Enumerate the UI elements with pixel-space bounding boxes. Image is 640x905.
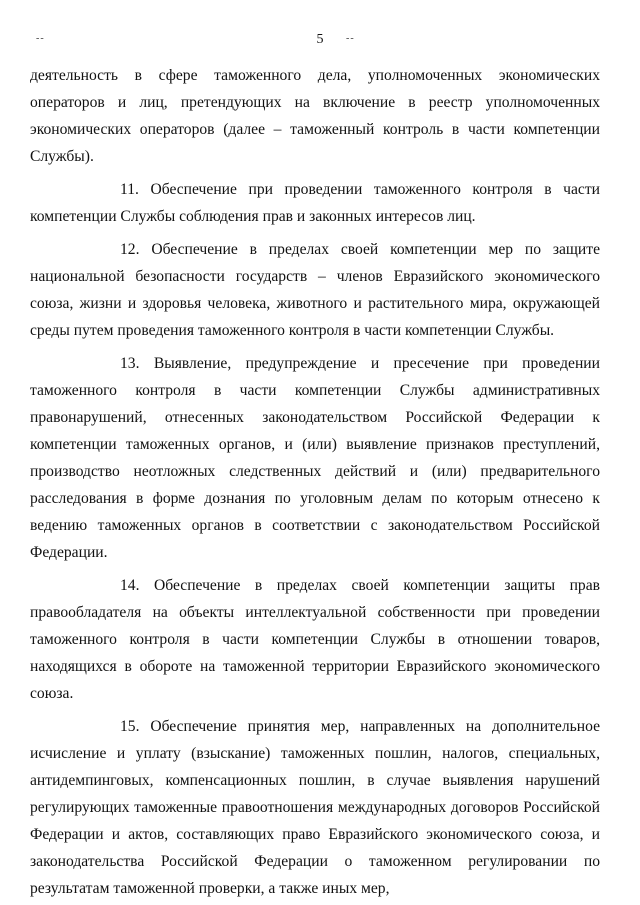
continuation-paragraph: деятельность в сфере таможенного дела, уполномоченных экономических операторов и лиц, претендующих на включение в реестр уполномоченных экономических операторов (далее – таможенный контроль в части компетенции Службы). bbox=[30, 67, 600, 165]
scan-mark-right: -- bbox=[346, 33, 355, 44]
page-number: 5 bbox=[316, 32, 324, 47]
paragraph-12: 12. Обеспечение в пределах своей компетенции мер по защите национальной безопасности государств – членов Евразийского экономического союза, жизни и здоровья человека, животного и растительного мира, окружающей среды путем проведения таможенного контроля в части компетенции Службы. bbox=[30, 241, 600, 339]
paragraph-14: 14. Обеспечение в пределах своей компетенции защиты прав правообладателя на объекты интеллектуальной собственности при проведении таможенного контроля в части компетенции Службы в отношении товаров, находящихся в обороте на таможенной территории Евразийского экономического союза. bbox=[30, 577, 600, 702]
paragraph-15: 15. Обеспечение принятия мер, направленных на дополнительное исчисление и уплату (взыскание) таможенных пошлин, налогов, специальных, антидемпинговых, компенсационных пошлин, в случае выявления нарушений регулирующих таможенные правоотношения международных договоров Российской Федерации и актов, составляющих право Евразийского экономического союза, и законодательства Российской Федерации о таможенном регулировании по результатам таможенной проверки, а также иных мер, bbox=[30, 718, 600, 897]
paragraph-11: 11. Обеспечение при проведении таможенного контроля в части компетенции Службы соблюдения прав и законных интересов лиц. bbox=[30, 181, 600, 225]
scan-mark-left: -- bbox=[36, 33, 45, 44]
paragraph-13: 13. Выявление, предупреждение и пресечение при проведении таможенного контроля в части компетенции Службы административных правонарушений, отнесенных законодательством Российской Федерации к компетенции таможенных органов, и (или) выявление признаков преступлений, производство неотложных следственных действий и (или) предварительного расследования в форме дознания по уголовным делам по которым отнесено к ведению таможенных органов в соответствии с законодательством Российской Федерации. bbox=[30, 355, 600, 561]
document-body bbox=[30, 62, 600, 902]
